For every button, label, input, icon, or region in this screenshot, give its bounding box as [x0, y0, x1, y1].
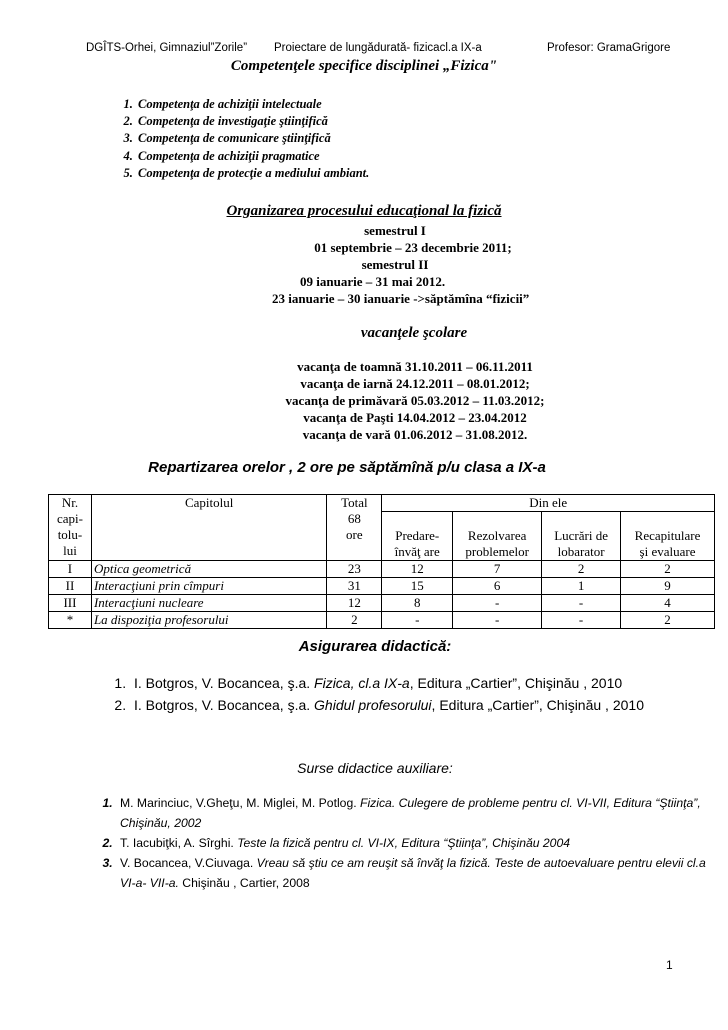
cell-lucrari: 2 [542, 561, 621, 578]
col-header-predare: Predare- învăţ are [382, 512, 453, 561]
cell-rezolvare: 7 [453, 561, 542, 578]
vacation-winter: vacanţa de iarnă 24.12.2011 – 08.01.2012; [300, 376, 530, 391]
book-item: 2. I. Botgros, V. Bocancea, ş.a. Ghidul profesorului, Editura „Cartier”, Chişinău , 2010 [130, 694, 720, 716]
header-plan: Proiectare de lungădurată- fizicacl.a IX-a [274, 42, 482, 54]
col-header-chapter: Capitolul [91, 495, 326, 561]
cell-total: 23 [327, 561, 382, 578]
col-header-lucrari: Lucrări de lobarator [542, 512, 621, 561]
vacation-spring: vacanţa de primăvară 05.03.2012 – 11.03.2012; [285, 393, 545, 408]
cell-lucrari: 1 [542, 578, 621, 595]
hours-table [48, 494, 715, 629]
cell-recap: 4 [621, 595, 715, 612]
books-list [108, 672, 720, 716]
table-row [49, 595, 715, 612]
competence-item: 4. Competenţa de achiziţii pragmatice [136, 148, 369, 165]
cell-nr: * [49, 612, 92, 629]
vacations-title: vacanţele şcolare [360, 325, 468, 341]
cell-chapter: Interacţiuni nucleare [91, 595, 326, 612]
competence-item: 3. Competenţa de comunicare ştiinţifică [136, 130, 369, 147]
cell-chapter: Optica geometrică [91, 561, 326, 578]
auxiliary-title: Surse didactice auxiliare: [297, 760, 453, 776]
col-header-total: Total 68 ore [327, 495, 382, 561]
header-school: DGÎTS-Orhei, Gimnaziul”Zorile” [86, 42, 248, 54]
competence-item: 2. Competenţa de investigaţie ştiinţifică [136, 113, 369, 130]
cell-lucrari: - [542, 612, 621, 629]
cell-predare: - [382, 612, 453, 629]
col-header-nr: Nr. capi- tolu- lui [49, 495, 92, 561]
cell-rezolvare: - [453, 612, 542, 629]
semester-2-dates: 09 ianuarie – 31 mai 2012. [300, 274, 446, 289]
cell-recap: 2 [621, 561, 715, 578]
table-row [49, 612, 715, 629]
cell-chapter: Interacţiuni prin cîmpuri [91, 578, 326, 595]
hours-title: Repartizarea orelor , 2 ore pe săptămînă p/u clasa a IX-a [148, 459, 546, 476]
semester-1-label: semestrul I [364, 223, 426, 238]
competences-list [96, 96, 369, 182]
cell-predare: 8 [382, 595, 453, 612]
cell-recap: 2 [621, 612, 715, 629]
competence-item: 5. Competenţa de protecţie a mediului ambiant. [136, 165, 369, 182]
col-header-din-ele: Din ele [382, 495, 715, 512]
vacation-autumn: vacanţa de toamnă 31.10.2011 – 06.11.2011 [297, 359, 533, 374]
vacation-easter: vacanţa de Paşti 14.04.2012 – 23.04.2012 [303, 410, 527, 425]
auxiliary-item: 3. V. Bocancea, V.Ciuvaga. Vreau să ştiu ce am reuşit să învăţ la fizică. Teste de autoevaluare pentru elevii cl.a VI-a- VII-a. Chişinău , Cartier, 2008 [116, 853, 716, 893]
cell-rezolvare: 6 [453, 578, 542, 595]
organization-title: Organizarea procesului educaţional la fizică [226, 203, 502, 219]
auxiliary-item: 2. T. Iacubiţki, A. Sîrghi. Teste la fizică pentru cl. VI-IX, Editura “Ştiinţa”, Chişinău 2004 [116, 833, 716, 853]
book-item: 1. I. Botgros, V. Bocancea, ş.a. Fizica, cl.a IX-a, Editura „Cartier”, Chişinău , 2010 [130, 672, 720, 694]
competence-item: 1. Competenţa de achiziţii intelectuale [136, 96, 369, 113]
didactic-title: Asigurarea didactică: [298, 638, 452, 655]
cell-rezolvare: - [453, 595, 542, 612]
table-row [49, 578, 715, 595]
semester-1-dates: 01 septembrie – 23 decembrie 2011; [314, 240, 512, 255]
cell-total: 12 [327, 595, 382, 612]
table-row [49, 561, 715, 578]
cell-nr: II [49, 578, 92, 595]
auxiliary-list [96, 793, 716, 893]
physics-week: 23 ianuarie – 30 ianuarie ->săptămîna “fizicii” [272, 291, 530, 306]
cell-recap: 9 [621, 578, 715, 595]
cell-total: 2 [327, 612, 382, 629]
cell-predare: 15 [382, 578, 453, 595]
cell-nr: I [49, 561, 92, 578]
cell-lucrari: - [542, 595, 621, 612]
cell-predare: 12 [382, 561, 453, 578]
auxiliary-item: 1. M. Marinciuc, V.Gheţu, M. Miglei, M. Potlog. Fizica. Culegere de probleme pentru cl. VI-VII, Editura “Ştiinţa”, Chişinău, 2002 [116, 793, 716, 833]
col-header-recap: Recapitulare şi evaluare [621, 512, 715, 561]
cell-total: 31 [327, 578, 382, 595]
header-teacher: Profesor: GramaGrigore [547, 42, 671, 54]
table-header-row [49, 495, 715, 512]
vacation-summer: vacanţa de vară 01.06.2012 – 31.08.2012. [302, 427, 528, 442]
col-header-rezolvare: Rezolvarea problemelor [453, 512, 542, 561]
page-number: 1 [666, 958, 673, 972]
cell-chapter: La dispoziţia profesorului [91, 612, 326, 629]
semester-2-label: semestrul II [361, 257, 429, 272]
competences-title: Competenţele specifice disciplinei „Fizica" [230, 58, 498, 74]
cell-nr: III [49, 595, 92, 612]
